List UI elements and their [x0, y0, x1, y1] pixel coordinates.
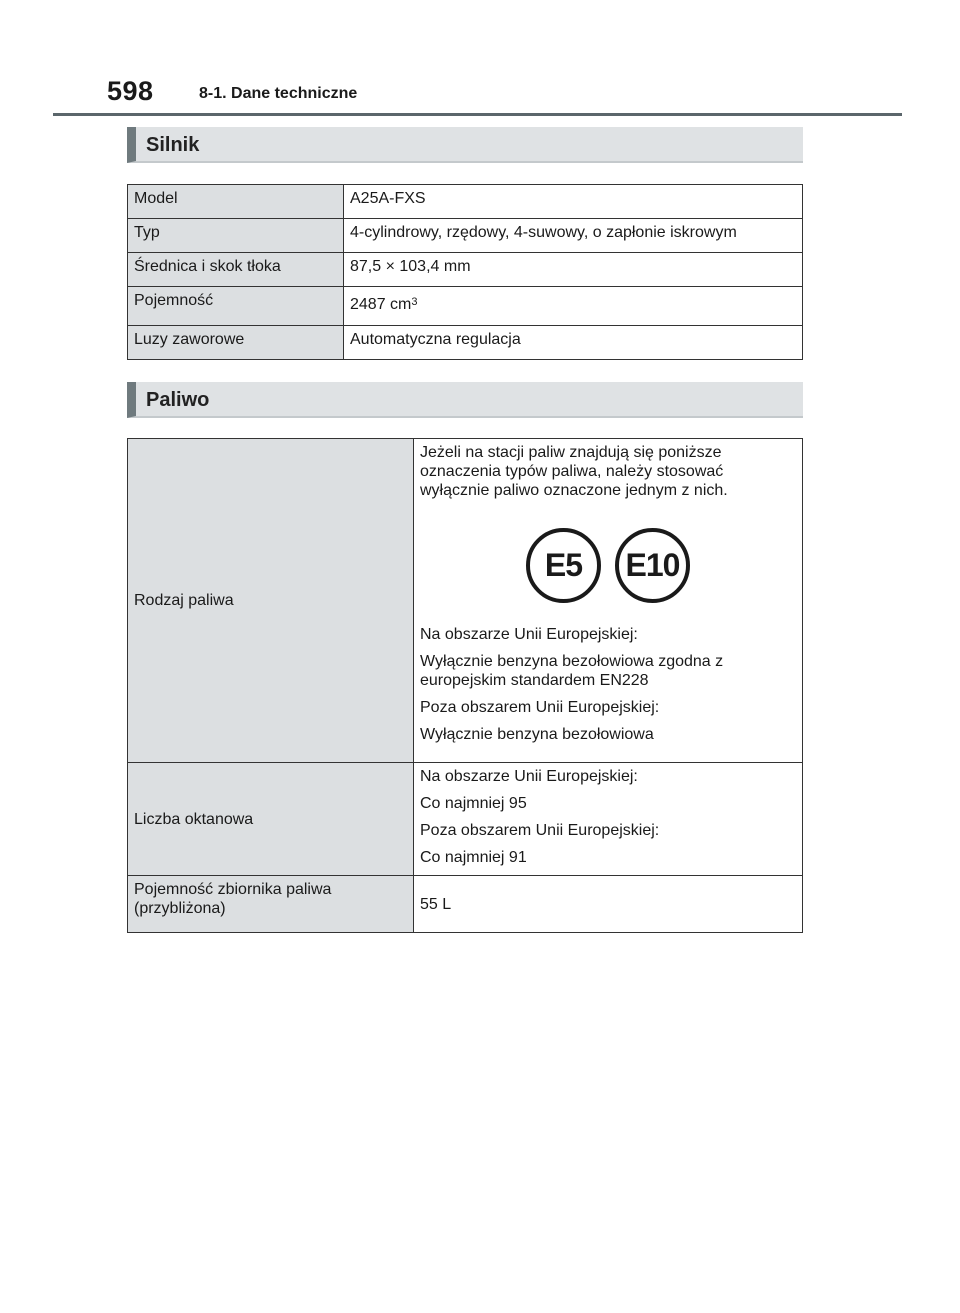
- octane-line: Na obszarze Unii Europejskiej:: [420, 768, 638, 785]
- e10-fuel-badge: E10: [615, 528, 690, 603]
- table-row: [128, 439, 803, 763]
- page-number: 598: [107, 76, 154, 106]
- fuel-type-value: [414, 439, 803, 763]
- e5-fuel-badge: E5: [526, 528, 601, 603]
- fuel-badges: [420, 528, 796, 603]
- engine-section-title: Silnik: [146, 134, 200, 156]
- fuel-type-line: Na obszarze Unii Europejskiej:: [420, 626, 638, 643]
- octane-label: Liczba oktanowa: [128, 763, 414, 876]
- valve-clearance-value: Automatyczna regulacja: [344, 326, 803, 360]
- table-row: [128, 253, 803, 287]
- tank-capacity-value: 55 L: [414, 876, 803, 933]
- engine-type-value: 4-cylindrowy, rzędowy, 4-suwowy, o zapłonie iskrowym: [344, 219, 803, 253]
- bore-stroke-value: 87,5 × 103,4 mm: [344, 253, 803, 287]
- fuel-section-heading: [127, 382, 803, 418]
- fuel-type-line: Wyłącznie benzyna bezołowiowa zgodna z europejskim standardem EN228: [420, 653, 724, 689]
- octane-line: Poza obszarem Unii Europejskiej:: [420, 822, 660, 839]
- table-row: [128, 326, 803, 360]
- valve-clearance-label: Luzy zaworowe: [128, 326, 344, 360]
- displacement-superscript: 3: [411, 296, 418, 308]
- page-header: [107, 76, 902, 116]
- bore-stroke-label: Średnica i skok tłoka: [128, 253, 344, 287]
- table-row: [128, 185, 803, 219]
- table-row: [128, 219, 803, 253]
- header-rule: [53, 113, 902, 116]
- chapter-title: 8-1. Dane techniczne: [199, 85, 358, 102]
- fuel-type-label: Rodzaj paliwa: [128, 439, 414, 763]
- engine-section-heading: [127, 127, 803, 163]
- table-row: [128, 876, 803, 933]
- displacement-label: Pojemność: [128, 287, 344, 326]
- displacement-value: [344, 287, 803, 326]
- fuel-type-line: Wyłącznie benzyna bezołowiowa: [420, 726, 654, 743]
- table-row: [128, 287, 803, 326]
- engine-model-label: Model: [128, 185, 344, 219]
- octane-line: Co najmniej 91: [420, 849, 527, 866]
- octane-line: Co najmniej 95: [420, 795, 527, 812]
- displacement-number: 2487 cm: [350, 296, 412, 313]
- fuel-spec-table: [127, 438, 803, 933]
- engine-model-value: A25A-FXS: [344, 185, 803, 219]
- engine-spec-table: [127, 184, 803, 360]
- fuel-section-title: Paliwo: [146, 389, 210, 411]
- octane-value: [414, 763, 803, 876]
- table-row: [128, 763, 803, 876]
- tank-capacity-label: Pojemność zbiornika paliwa (przybliżona): [128, 876, 414, 933]
- engine-type-label: Typ: [128, 219, 344, 253]
- fuel-type-intro: Jeżeli na stacji paliw znajdują się poniższe oznaczenia typów paliwa, należy stosować wyłącznie paliwo oznaczone jednym z nich.: [420, 444, 728, 499]
- fuel-type-line: Poza obszarem Unii Europejskiej:: [420, 699, 660, 716]
